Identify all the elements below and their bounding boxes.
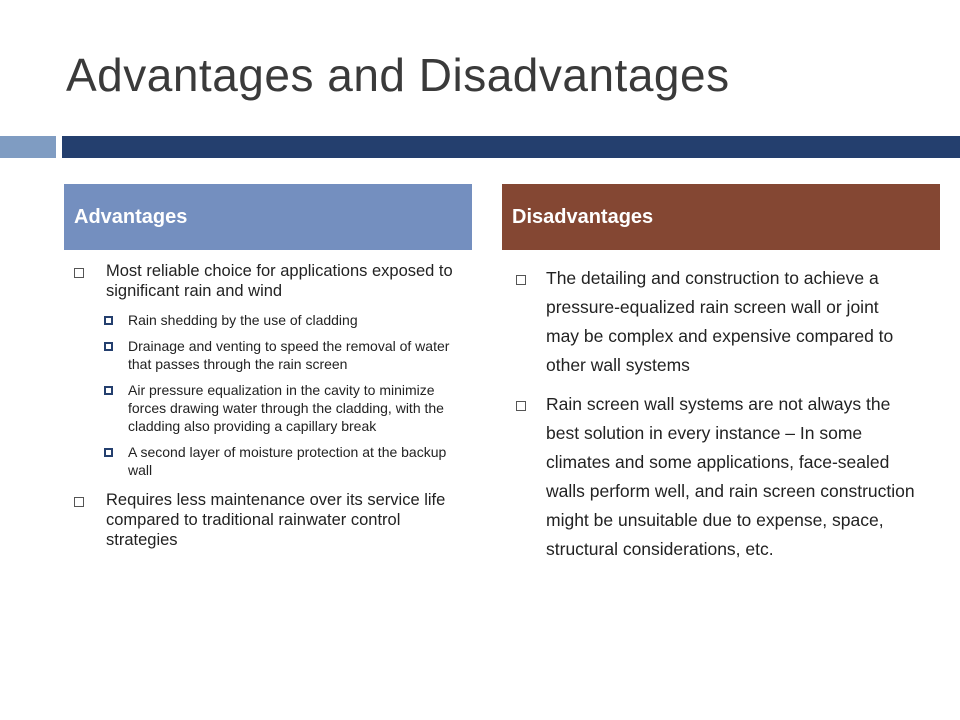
list-item bbox=[74, 443, 474, 479]
disadvantages-header-label: Disadvantages bbox=[512, 205, 654, 228]
title-accent-bar-dark bbox=[62, 136, 960, 158]
hollow-square-bullet-icon bbox=[74, 497, 84, 507]
list-item-text: Rain screen wall systems are not always the best solution in every instance – In some climates and some applications, face-sealed walls perform well, and rain screen construction might be unsuitable due to expense, space, structural considerations, etc. bbox=[546, 394, 915, 559]
list-item bbox=[516, 264, 926, 380]
hollow-square-bullet-icon bbox=[74, 268, 84, 278]
filled-square-bullet-icon bbox=[104, 316, 113, 325]
list-item-text: Drainage and venting to speed the removal of water that passes through the rain screen bbox=[128, 338, 450, 372]
disadvantages-header bbox=[502, 184, 940, 250]
hollow-square-bullet-icon bbox=[516, 275, 526, 285]
list-item-text: A second layer of moisture protection at the backup wall bbox=[128, 444, 447, 478]
list-item-text: Most reliable choice for applications exposed to significant rain and wind bbox=[106, 262, 453, 300]
hollow-square-bullet-icon bbox=[516, 401, 526, 411]
title-accent-bar-light bbox=[0, 136, 56, 158]
filled-square-bullet-icon bbox=[104, 448, 113, 457]
advantages-header bbox=[64, 184, 472, 250]
advantages-header-label: Advantages bbox=[74, 205, 188, 228]
list-item bbox=[74, 490, 474, 550]
list-item bbox=[74, 311, 474, 329]
slide-title: Advantages and Disadvantages bbox=[66, 49, 730, 101]
filled-square-bullet-icon bbox=[104, 386, 113, 395]
list-item bbox=[74, 381, 474, 435]
list-item bbox=[74, 337, 474, 373]
list-item-text: Requires less maintenance over its service life compared to traditional rainwater control strategies bbox=[106, 491, 446, 549]
advantages-list bbox=[74, 261, 474, 550]
list-item bbox=[516, 390, 926, 564]
list-item-text: The detailing and construction to achieve a pressure-equalized rain screen wall or joint may be complex and expensive compared to other wall systems bbox=[546, 268, 894, 375]
list-item bbox=[74, 261, 474, 301]
filled-square-bullet-icon bbox=[104, 342, 113, 351]
disadvantages-list bbox=[516, 264, 926, 564]
list-item-text: Air pressure equalization in the cavity to minimize forces drawing water through the cladding, with the cladding also providing a capillary break bbox=[128, 382, 444, 434]
list-item-text: Rain shedding by the use of cladding bbox=[128, 312, 358, 328]
